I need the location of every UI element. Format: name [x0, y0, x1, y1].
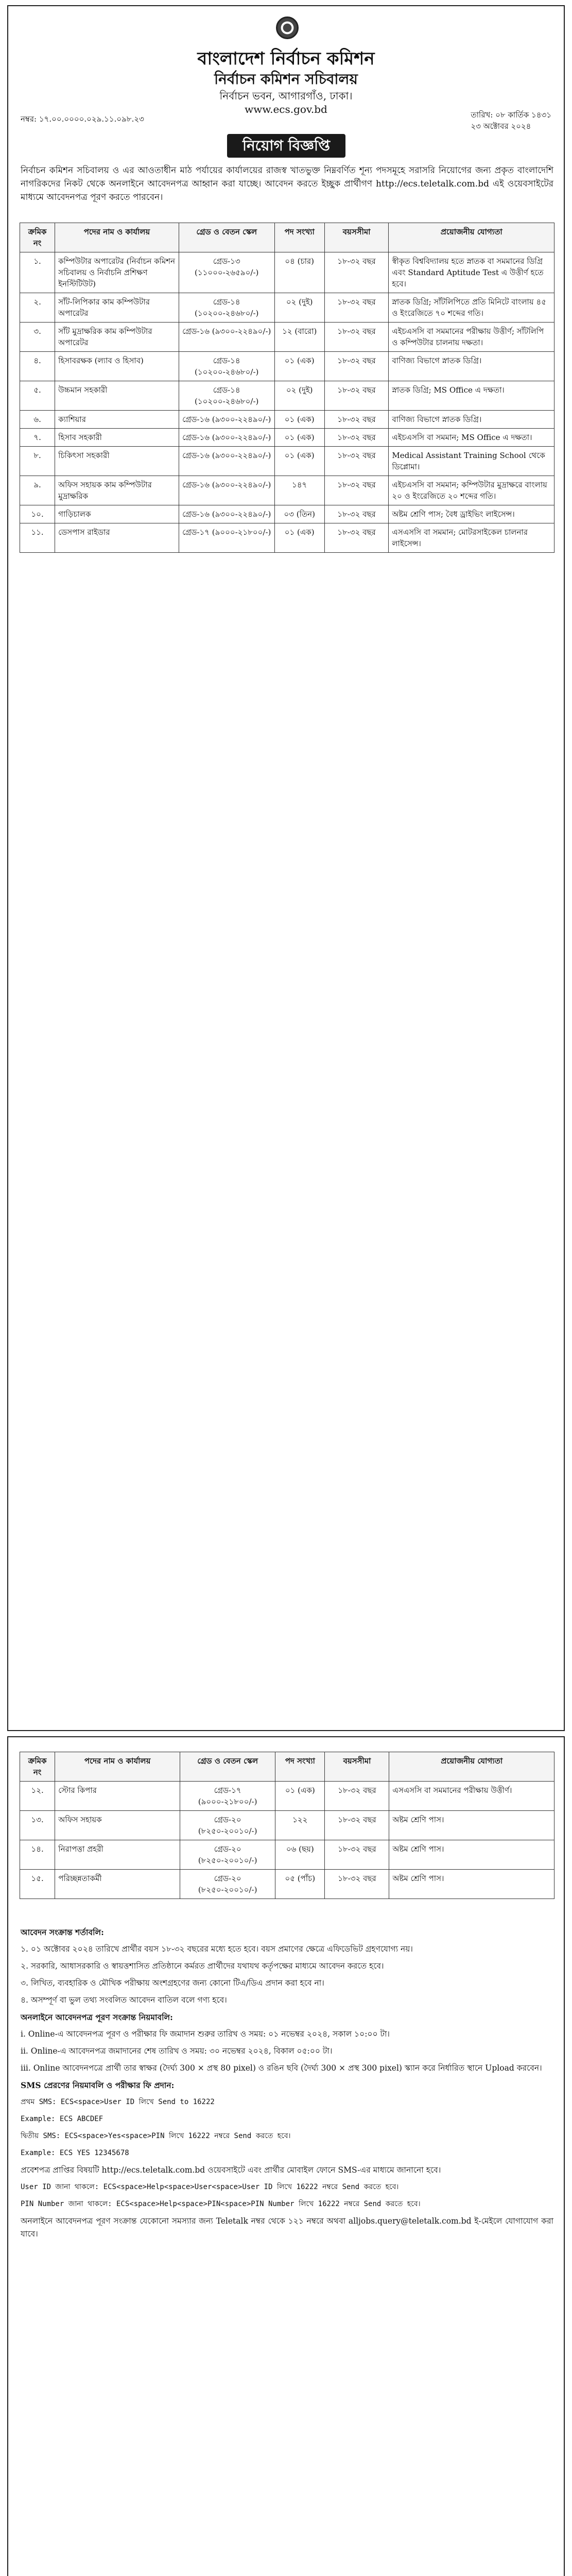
- table-row: [20, 429, 554, 447]
- org-website[interactable]: www.ecs.gov.bd: [245, 103, 327, 115]
- rules-section: [21, 1923, 553, 2245]
- cell-count: ০১ (এক): [274, 411, 324, 429]
- table-row: [20, 252, 554, 293]
- cell-post-name: উচ্চমান সহকারী: [55, 381, 179, 411]
- col-age: বয়সসীমা: [325, 1752, 389, 1782]
- cell-grade: গ্রেড-১৬ (৯৩০০-২২৪৯০/-): [179, 447, 274, 476]
- cell-serial: ১০.: [20, 505, 55, 523]
- cell-grade: গ্রেড-১৩ (১১০০০-২৬৫৯০/-): [179, 252, 274, 293]
- cell-count: ০৪ (চার): [274, 252, 324, 293]
- col-post-name: পদের নাম ও কার্যালয়: [55, 223, 179, 252]
- org-title: বাংলাদেশ নির্বাচন কমিশন: [197, 48, 375, 69]
- cell-grade: গ্রেড-১৬ (৯৩০০-২২৪৯০/-): [179, 411, 274, 429]
- table-row: [20, 381, 554, 411]
- cell-count: ০৬ (ছয়): [275, 1840, 325, 1870]
- cell-serial: ১৪.: [20, 1840, 55, 1870]
- cell-age: ১৮-৩২ বছর: [325, 1811, 389, 1840]
- cell-age: ১৮-৩২ বছর: [324, 429, 389, 447]
- sms-first: প্রথম SMS: ECS<space>User ID লিখে Send to 16222: [21, 2098, 215, 2106]
- cell-post-name: কম্পিউটার অপারেটর (নির্বাচন কমিশন সচিবালয় ও নির্বাচনি প্রশিক্ষণ ইনস্টিটিউট): [55, 252, 179, 293]
- col-count: পদ সংখ্যা: [274, 223, 324, 252]
- cell-age: ১৮-৩২ বছর: [324, 523, 389, 553]
- col-serial: ক্রমিক নং: [20, 1752, 55, 1782]
- cell-grade: গ্রেড-১৭ (৯০০০-২১৮০০/-): [180, 1782, 275, 1811]
- rule-item: ৩. লিখিত, ব্যবহারিক ও মৌখিক পরীক্ষায় অংশগ্রহণের জন্য কোনো টিএ/ডিএ প্রদান করা হবে না।: [21, 1978, 324, 1988]
- cell-age: ১৮-৩২ বছর: [325, 1840, 389, 1870]
- cell-qualification: অষ্টম শ্রেণি পাস।: [389, 1811, 554, 1840]
- cell-qualification: বাণিজ্য বিভাগে স্নাতক ডিগ্রি।: [389, 352, 554, 381]
- cell-serial: ১২.: [20, 1782, 55, 1811]
- cell-post-name: গাড়িচালক: [55, 505, 179, 523]
- cell-qualification: অষ্টম শ্রেণি পাস।: [389, 1870, 554, 1899]
- cell-serial: ৭.: [20, 429, 55, 447]
- cell-post-name: অফিস সহায়ক: [55, 1811, 180, 1840]
- cell-post-name: সাঁট-লিপিকার কাম কম্পিউটার অপারেটর: [55, 293, 179, 323]
- cell-age: ১৮-৩২ বছর: [324, 293, 389, 323]
- online-item: ii. Online-এ আবেদনপত্র জমাদানের শেষ তারিখ ও সময়: ৩০ নভেম্বর ২০২৪, বিকাল ০৫:০০ টা।: [21, 2046, 333, 2056]
- cell-serial: ৫.: [20, 381, 55, 411]
- cell-count: ১২ (বারো): [274, 323, 324, 352]
- notice-sheet-top: [7, 5, 565, 1731]
- date-bangla: তারিখ: ০৮ কার্তিক ১৪৩১: [471, 110, 551, 120]
- helpline-info: অনলাইনে আবেদনপত্র পূরণ সংক্রান্ত যেকোনো সমস্যার জন্য Teletalk নম্বর থেকে ১২১ নম্বরে অথবা alljobs.query@teletalk.com.bd ই-মেইলে যোগাযোগ করা যাবে।: [21, 2216, 553, 2239]
- cell-grade: গ্রেড-২০ (৮২৫০-২০০১০/-): [180, 1811, 275, 1840]
- col-qualification: প্রয়োজনীয় যোগ্যতা: [389, 223, 554, 252]
- cell-qualification: বাণিজ্য বিভাগে স্নাতক ডিগ্রি।: [389, 411, 554, 429]
- cell-serial: ৩.: [20, 323, 55, 352]
- table-row: [20, 476, 554, 505]
- cell-post-name: হিসাব সহকারী: [55, 429, 179, 447]
- notice-sheet-bottom: [7, 1736, 565, 2576]
- cell-age: ১৮-৩২ বছর: [324, 323, 389, 352]
- table-row: [20, 1870, 554, 1899]
- table-row: [20, 1782, 554, 1811]
- cell-qualification: এসএসসি বা সমমান; মোটরসাইকেল চালনার লাইসেন্স।: [389, 523, 554, 553]
- sms-first-example: Example: ECS ABCDEF: [21, 2115, 103, 2123]
- cell-qualification: অষ্টম শ্রেণি পাস; বৈধ ড্রাইভিং লাইসেন্স।: [389, 505, 554, 523]
- col-post-name: পদের নাম ও কার্যালয়: [55, 1752, 180, 1782]
- cell-post-name: নিরাপত্তা প্রহরী: [55, 1840, 180, 1870]
- table-row: [20, 505, 554, 523]
- cell-post-name: ক্যাশিয়ার: [55, 411, 179, 429]
- cell-post-name: সাঁট মুদ্রাক্ষরিক কাম কম্পিউটার অপারেটর: [55, 323, 179, 352]
- cell-grade: গ্রেড-১৬ (৯৩০০-২২৪৯০/-): [179, 429, 274, 447]
- posts-table: [20, 223, 554, 553]
- rule-item: ১. ০১ অক্টোবর ২০২৪ তারিখে প্রার্থীর বয়স ১৮-৩২ বছরের মধ্যে হতে হবে। বয়স প্রমাণের ক্ষেত্রে এফিডেভিট গ্রহণযোগ্য নয়।: [21, 1944, 413, 1954]
- cell-count: ০৫ (পাঁচ): [275, 1870, 325, 1899]
- cell-serial: ৮.: [20, 447, 55, 476]
- table-row: [20, 523, 554, 553]
- cell-qualification: অষ্টম শ্রেণি পাস।: [389, 1840, 554, 1870]
- cell-count: ১৪৭: [274, 476, 324, 505]
- sms-second-example: Example: ECS YES 12345678: [21, 2149, 129, 2157]
- cell-count: ০১ (এক): [274, 523, 324, 553]
- table-row: [20, 323, 554, 352]
- memo-number: নম্বর: ১৭.০০.০০০০.০২৯.১১.০৯৮.২৩: [21, 114, 144, 124]
- cell-post-name: পরিচ্ছন্নতাকর্মী: [55, 1870, 180, 1899]
- cell-post-name: অফিস সহায়ক কাম কম্পিউটার মুদ্রাক্ষরিক: [55, 476, 179, 505]
- cell-post-name: হিসাবরক্ষক (ল্যাব ও হিসাব): [55, 352, 179, 381]
- posts-table-continued: [20, 1752, 554, 1899]
- rule-item: ৪. অসম্পূর্ণ বা ভুল তথ্য সংবলিত আবেদন বাতিল বলে গণ্য হবে।: [21, 1995, 227, 2005]
- cell-serial: ১১.: [20, 523, 55, 553]
- col-serial: ক্রমিক নং: [20, 223, 55, 252]
- table-row: [20, 447, 554, 476]
- cell-age: ১৮-৩২ বছর: [324, 411, 389, 429]
- cell-age: ১৮-৩২ বছর: [324, 352, 389, 381]
- cell-serial: ৬.: [20, 411, 55, 429]
- cell-qualification: এইচএসসি বা সমমান; কম্পিউটার মুদ্রাক্ষরে বাংলায় ২০ ও ইংরেজিতে ২০ শব্দের গতি।: [389, 476, 554, 505]
- table-row: [20, 1840, 554, 1870]
- cell-post-name: স্টোর কিপার: [55, 1782, 180, 1811]
- cell-serial: ২.: [20, 293, 55, 323]
- cell-count: ০১ (এক): [274, 447, 324, 476]
- cell-qualification: এইচএসসি বা সমমান; MS Office এ দক্ষতা।: [389, 429, 554, 447]
- cell-qualification: স্বীকৃত বিশ্ববিদ্যালয় হতে স্নাতক বা সমমানের ডিগ্রি এবং Standard Aptitude Test এ উত্তীর্ণ হতে হবে।: [389, 252, 554, 293]
- sms-heading: SMS প্রেরণের নিয়মাবলি ও পরীক্ষার ফি প্রদান:: [21, 2080, 175, 2090]
- cell-count: ০৩ (তিন): [274, 505, 324, 523]
- rule-item: ২. সরকারি, আধাসরকারি ও স্বায়ত্তশাসিত প্রতিষ্ঠানে কর্মরত প্রার্থীদের যথাযথ কর্তৃপক্ষের মাধ্যমে আবেদন করতে হবে।: [21, 1961, 384, 1971]
- sms-second: দ্বিতীয় SMS: ECS<space>Yes<space>PIN লিখে 16222 নম্বরে Send করতে হবে।: [21, 2132, 291, 2140]
- forgot-user-id: User ID জানা থাকলে: ECS<space>Help<space>User<space>User ID লিখে 16222 নম্বরে Send করতে হবে।: [21, 2183, 399, 2191]
- table-row: [20, 293, 554, 323]
- cell-qualification: স্নাতক ডিগ্রি; MS Office এ দক্ষতা।: [389, 381, 554, 411]
- cell-grade: গ্রেড-২০ (৮২৫০-২০০১০/-): [180, 1870, 275, 1899]
- cell-qualification: স্নাতক ডিগ্রি; সাঁটলিপিতে প্রতি মিনিটে বাংলায় ৪৫ ও ইংরেজিতে ৭০ শব্দের গতি।: [389, 293, 554, 323]
- government-seal-icon: [276, 16, 299, 39]
- cell-grade: গ্রেড-২০ (৮২৫০-২০০১০/-): [180, 1840, 275, 1870]
- cell-qualification: Medical Assistant Training School থেকে ডিপ্লোমা।: [389, 447, 554, 476]
- online-item: iii. Online আবেদনপত্রে প্রার্থী তার স্বাক্ষর (দৈর্ঘ্য 300 × প্রস্থ 80 pixel) ও রঙিন ছবি (দৈর্ঘ্য 300 × প্রস্থ 300 pixel) স্ক্যান করে নির্ধারিত স্থানে Upload করবেন।: [21, 2063, 542, 2073]
- cell-grade: গ্রেড-১৪ (১০২০০-২৪৬৮০/-): [179, 352, 274, 381]
- cell-age: ১৮-৩২ বছর: [325, 1782, 389, 1811]
- online-item: i. Online-এ আবেদনপত্র পূরণ ও পরীক্ষার ফি জমাদান শুরুর তারিখ ও সময়: ০১ নভেম্বর ২০২৪, সকাল ১০:০০ টা।: [21, 2029, 390, 2039]
- cell-grade: গ্রেড-১৬ (৯৩০০-২২৪৯০/-): [179, 323, 274, 352]
- col-grade: গ্রেড ও বেতন স্কেল: [179, 223, 274, 252]
- cell-count: ০১ (এক): [274, 429, 324, 447]
- col-qualification: প্রয়োজনীয় যোগ্যতা: [389, 1752, 554, 1782]
- cell-age: ১৮-৩২ বছর: [324, 505, 389, 523]
- cell-count: ০২ (দুই): [274, 381, 324, 411]
- cell-age: ১৮-৩২ বছর: [324, 252, 389, 293]
- online-heading: অনলাইনে আবেদনপত্র পূরণ সংক্রান্ত নিয়মাবলি:: [21, 2012, 173, 2022]
- cell-post-name: ডেসপাস রাইডার: [55, 523, 179, 553]
- rules-heading: আবেদন সংক্রান্ত শর্তাবলি:: [21, 1927, 104, 1937]
- cell-age: ১৮-৩২ বছর: [325, 1870, 389, 1899]
- cell-age: ১৮-৩২ বছর: [324, 447, 389, 476]
- cell-grade: গ্রেড-১৬ (৯৩০০-২২৪৯০/-): [179, 505, 274, 523]
- cell-serial: ১৫.: [20, 1870, 55, 1899]
- notice-dates: [471, 109, 551, 132]
- cell-grade: গ্রেড-১৭ (৯০০০-২১৮০০/-): [179, 523, 274, 553]
- cell-grade: গ্রেড-১৪ (১০২০০-২৪৬৮০/-): [179, 293, 274, 323]
- cell-count: ০১ (এক): [274, 352, 324, 381]
- cell-qualification: এইচএসসি বা সমমানের পরীক্ষায় উত্তীর্ণ; সাঁটলিপি ও কম্পিউটার চালনায় দক্ষতা।: [389, 323, 554, 352]
- cell-count: ০২ (দুই): [274, 293, 324, 323]
- org-address: নির্বাচন ভবন, আগারগাঁও, ঢাকা।: [219, 90, 353, 102]
- cell-serial: ৪.: [20, 352, 55, 381]
- cell-age: ১৮-৩২ বছর: [324, 381, 389, 411]
- forgot-pin: PIN Number জানা থাকলে: ECS<space>Help<space>PIN<space>PIN Number লিখে 16222 নম্বরে Send করতে হবে।: [21, 2200, 421, 2208]
- cell-serial: ৯.: [20, 476, 55, 505]
- cell-serial: ১.: [20, 252, 55, 293]
- intro-paragraph: নির্বাচন কমিশন সচিবালয় ও এর আওতাধীন মাঠ পর্যায়ের কার্যালয়ের রাজস্ব খাতভুক্ত নিম্নবর্ণিত শূন্য পদসমূহে সরাসরি নিয়োগের জন্য প্রকৃত বাংলাদেশি নাগরিকদের নিকট থেকে অনলাইনে আবেদনপত্র আহ্বান করা যাচ্ছে। আবেদন করতে ইচ্ছুক প্রার্থীগণ http://ecs.teletalk.com.bd এই ওয়েবসাইটের মাধ্যমে আবেদনপত্র পূরণ করতে পারবেন।: [21, 165, 553, 202]
- date-gregorian: ২৩ অক্টোবর ২০২৪: [471, 122, 531, 131]
- cell-post-name: চিকিৎসা সহকারী: [55, 447, 179, 476]
- cell-grade: গ্রেড-১৪ (১০২০০-২৪৬৮০/-): [179, 381, 274, 411]
- cell-count: ০১ (এক): [275, 1782, 325, 1811]
- cell-age: ১৮-৩২ বছর: [324, 476, 389, 505]
- col-age: বয়সসীমা: [324, 223, 389, 252]
- cell-qualification: এসএসসি বা সমমানের পরীক্ষায় উত্তীর্ণ।: [389, 1782, 554, 1811]
- table-row: [20, 411, 554, 429]
- cell-grade: গ্রেড-১৬ (৯৩০০-২২৪৯০/-): [179, 476, 274, 505]
- col-grade: গ্রেড ও বেতন স্কেল: [180, 1752, 275, 1782]
- col-count: পদ সংখ্যা: [275, 1752, 325, 1782]
- table-row: [20, 1811, 554, 1840]
- table-row: [20, 352, 554, 381]
- admit-card-info: প্রবেশপত্র প্রাপ্তির বিষয়টি http://ecs.teletalk.com.bd ওয়েবসাইটে এবং প্রার্থীর মোবাইল ফোনে SMS-এর মাধ্যমে জানানো হবে।: [21, 2165, 441, 2175]
- cell-serial: ১৩.: [20, 1811, 55, 1840]
- org-subtitle: নির্বাচন কমিশন সচিবালয়: [214, 71, 358, 88]
- notice-banner: নিয়োগ বিজ্ঞপ্তি: [227, 134, 345, 158]
- cell-count: ১২২: [275, 1811, 325, 1840]
